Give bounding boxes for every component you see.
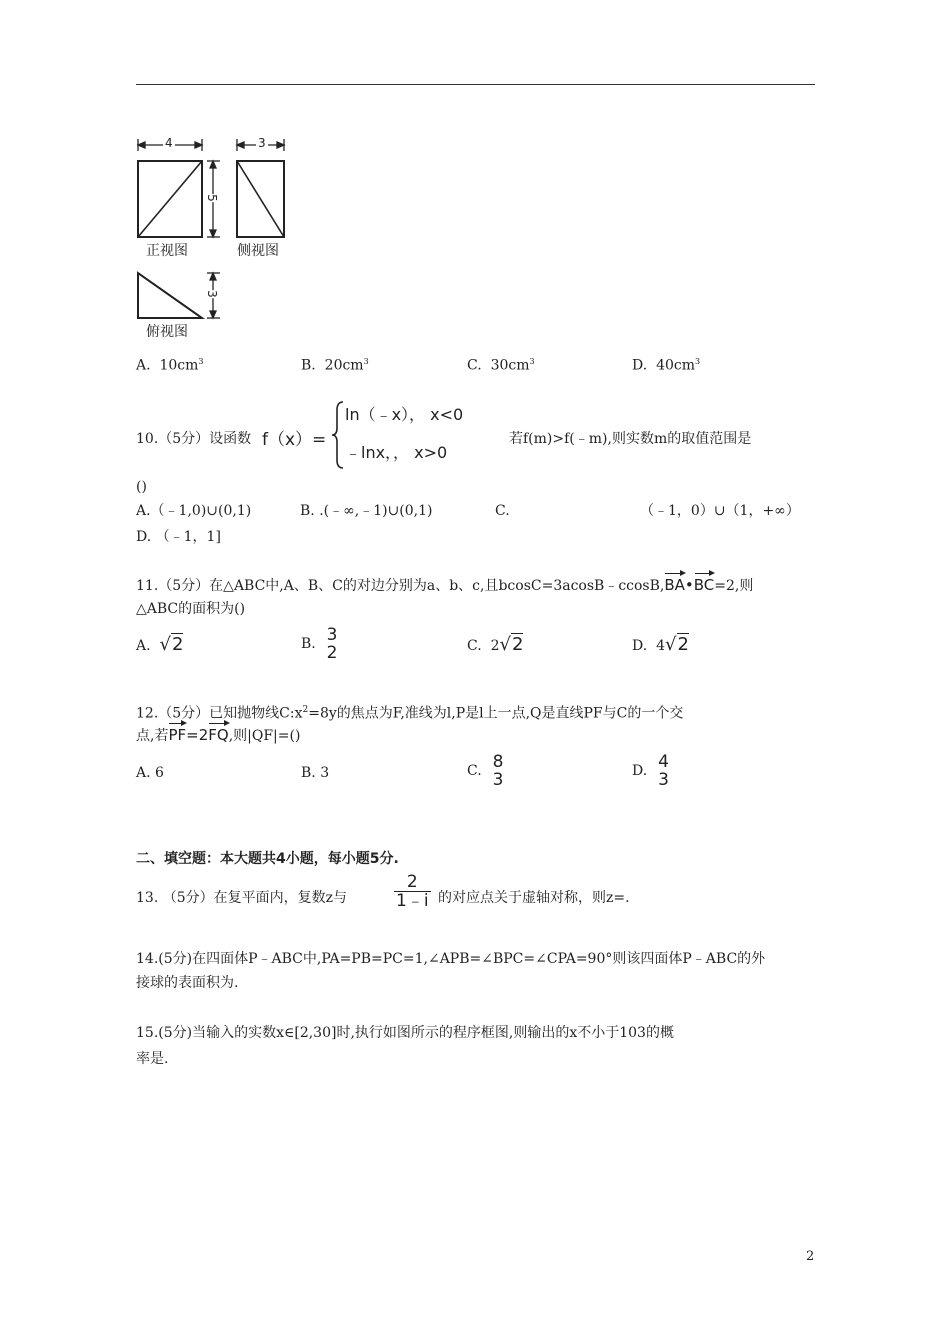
q9-option-a: A. $10cm^3$ xyxy=(136,357,204,374)
q10-prefix: 10.（5分）设函数 xyxy=(136,431,252,447)
q11-option-c: C. 2√2 xyxy=(467,634,524,655)
front-view-label: 正视图 xyxy=(146,243,188,259)
header-rule xyxy=(136,84,815,85)
q10-option-b: B. .(﹣∞,﹣1)∪(0,1) xyxy=(300,503,433,519)
q9-option-b: B. $20cm^3$ xyxy=(301,357,369,374)
vector-fq: FQ xyxy=(208,726,229,744)
q10-option-c-value: （﹣1，0）∪（1，+∞） xyxy=(640,503,800,519)
dim-top-height: 3 xyxy=(204,290,219,298)
q13-prefix: 13. （5分）在复平面内，复数z与 xyxy=(136,890,347,906)
q15-line1: 15.(5分)当输入的实数x∈[2,30]时,执行如图所示的程序框图,则输出的x不小于103的概 xyxy=(136,1025,674,1041)
side-view-label: 侧视图 xyxy=(237,243,279,259)
q10-brace xyxy=(331,400,345,470)
q14-line1: 14.(5分)在四面体P﹣ABC中,PA=PB=PC=1,∠APB=∠BPC=∠CPA=90°则该四面体P﹣ABC的外 xyxy=(136,951,766,967)
q9-option-c: C. $30cm^3$ xyxy=(467,357,535,374)
q14-line2: 接球的表面积为. xyxy=(136,975,239,991)
dim-front-width: 4 xyxy=(165,136,173,150)
top-view-label: 俯视图 xyxy=(146,324,188,340)
q12-line2: 点,若PF=2FQ,则|QF|=() xyxy=(136,726,301,744)
q11-line2: △ABC的面积为() xyxy=(136,601,246,617)
q11-option-a: A. √2 xyxy=(136,634,184,655)
dim-side-width: 3 xyxy=(258,136,266,150)
q12-option-c: C. 8 3 xyxy=(467,752,504,790)
q9-option-d: D. $40cm^3$ xyxy=(632,357,701,374)
q13-fraction: $\frac{2}{1﹣i}$ xyxy=(396,872,429,911)
q10-suffix: 若f(m)>f(﹣m),则实数m的取值范围是 xyxy=(509,431,752,447)
q12-option-b: B. 3 xyxy=(301,765,330,781)
q13-suffix: 的对应点关于虚轴对称，则z=. xyxy=(438,890,630,906)
vector-bc: BC xyxy=(693,576,715,594)
page-number: 2 xyxy=(806,1249,815,1264)
q12-option-a: A. 6 xyxy=(136,765,164,781)
q11-line1: 11.（5分）在△ABC中,A、B、C的对边分别为a、b、c,且bcosC=3acosB﹣ccosB,BA•BC=2,则 xyxy=(136,576,754,594)
q10-option-a: A.（﹣1,0)∪(0,1) xyxy=(136,503,252,519)
dim-height: 5 xyxy=(204,194,219,202)
q10-func: f（x）= xyxy=(262,430,327,450)
q10-paren: () xyxy=(136,479,147,495)
three-view-figure xyxy=(130,130,300,345)
q10-option-d: D. （﹣1，1] xyxy=(136,529,221,545)
q12-option-d: D. 4 3 xyxy=(632,752,669,790)
q11-option-d: D. 4√2 xyxy=(632,634,689,655)
vector-pf: PF xyxy=(168,726,187,744)
q11-option-b: B. 3 2 xyxy=(301,625,338,663)
section-2-heading: 二、填空题：本大题共4小题，每小题5分. xyxy=(136,851,399,867)
q10-case1: ln（﹣x）， x<0 xyxy=(345,405,464,424)
q10-case2: ﹣lnx，， x>0 xyxy=(345,443,448,462)
q15-line2: 率是. xyxy=(136,1051,169,1067)
q12-line1: 12.（5分）已知抛物线$C:x^2=8y$的焦点为F,准线为l,P是l上一点,Q是直线PF与C的一个交 xyxy=(136,705,684,722)
vector-ba: BA xyxy=(664,576,685,594)
q10-option-c: C. xyxy=(495,503,510,519)
